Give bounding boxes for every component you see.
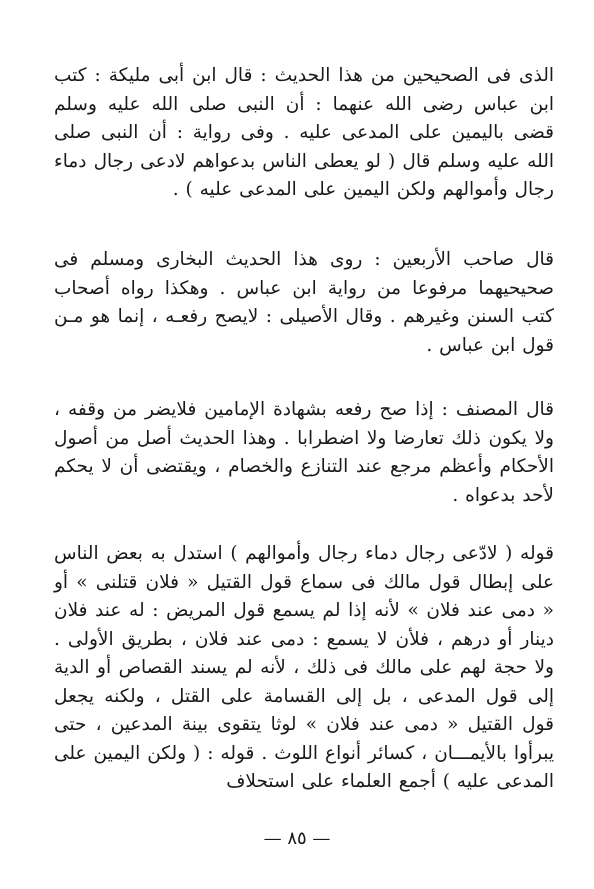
paragraph-1-text: الذى فى الصحيحين من هذا الحديث : قال ابن أبى مليكة : كتب ابن عباس رضى الله عنهما : أن النبى صلى الله عليه وسلم قضى باليمين على المدعى عليه . وفى رواية : أن النبى صلى الله عليه وسلم قال ( لو يعطى الناس بدعواهم لادعى رجال دماء رجال وأموالهم ولكن اليمين على المدعى عليه ) . (54, 65, 554, 200)
paragraph-4-text: قوله ( لادّعى رجال دماء رجال وأموالهم ) استدل به بعض الناس على إبطال قول مالك فى سماع قول القتيل « فلان قتلنى » أو « دمى عند فلان » لأنه إذا لم يسمع قول المريض : له عند فلان دينار أو درهم ، فلأن لا يسمع : دمى عند فلان ، بطريق الأولى . ولا حجة لهم على مالك فى ذلك ، لأنه لم يسند القصاص أو الدية إلى قول المدعى ، بل إلى القسامة على القتل ، ولكنه يجعل قول القتيل « دمى عند فلان » لوثا يتقوى بينة المدعين ، حتى يبرأوا بالأيمـــان ، كسائر أنواع اللوث . قوله : ( ولكن اليمين على المدعى عليه ) أجمع العلماء على استحلاف (54, 543, 554, 792)
page-number: — ٨٥ — (263, 828, 331, 849)
paragraph-3-text: قال المصنف : إذا صح رفعه بشهادة الإمامين فلايضر من وقفه ، ولا يكون ذلك تعارضا ولا اضطرابا . وهذا الحديث أصل من أصول الأحكام وأعظم مرجع عند التنازع والخصام ، ويقتضى أن لا يحكم لأحد بدعواه . (54, 399, 554, 506)
paragraph-hadith-text (54, 62, 554, 205)
paragraph-arbaeen-commentary (54, 246, 554, 360)
paragraph-2-text: قال صاحب الأربعين : روى هذا الحديث البخارى ومسلم فى صحيحيهما مرفوعا من رواية ابن عباس . وهكذا رواه أصحاب كتب السنن وغيرهم . وقال الأصيلى : لايصح رفعـه ، إنما هو مـن قول ابن عباس . (54, 249, 554, 356)
paragraph-author-note (54, 396, 554, 510)
paragraph-explanation (54, 540, 554, 797)
